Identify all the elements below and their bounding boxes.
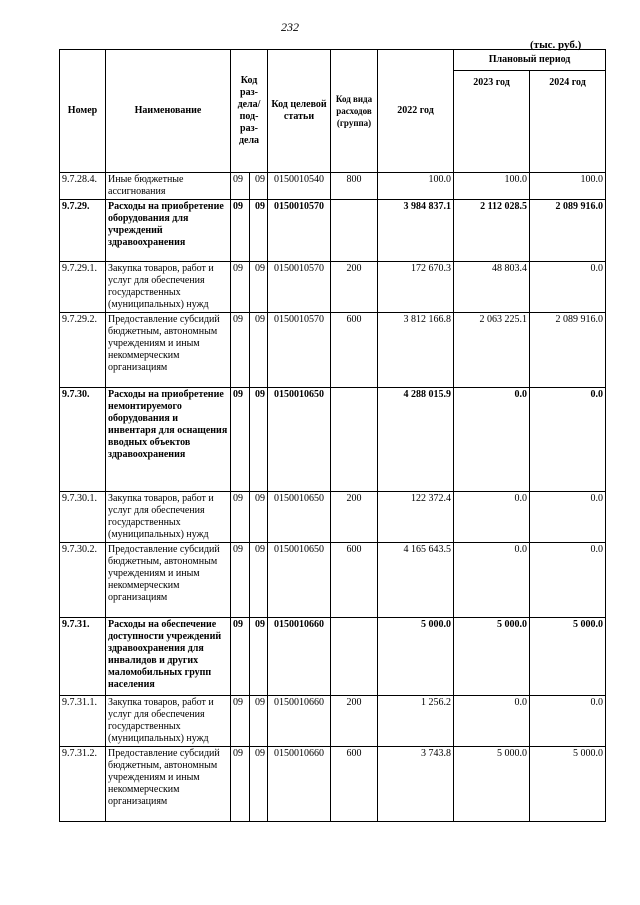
row-value-2024: 0.0 bbox=[530, 492, 606, 543]
row-target-code: 0150010540 bbox=[268, 173, 331, 200]
row-name: Предоставление субсидий бюджетным, автономным учреждениям и иным некоммерческим организациям bbox=[106, 543, 231, 618]
row-number: 9.7.29. bbox=[60, 200, 106, 262]
row-expense-type: 200 bbox=[331, 262, 378, 313]
row-name: Расходы на обеспечение доступности учреждений здравоохранения для инвалидов и других маломобильных групп населения bbox=[106, 618, 231, 696]
table-row bbox=[60, 543, 606, 618]
page-number: 232 bbox=[281, 20, 299, 34]
row-value-2023: 0.0 bbox=[454, 696, 530, 747]
row-target-code: 0150010650 bbox=[268, 492, 331, 543]
table-body bbox=[60, 173, 606, 822]
row-name: Расходы на приобретение оборудования для учреждений здравоохранения bbox=[106, 200, 231, 262]
header-2022: 2022 год bbox=[378, 50, 454, 173]
row-target-code: 0150010660 bbox=[268, 618, 331, 696]
row-value-2022: 122 372.4 bbox=[378, 492, 454, 543]
row-value-2023: 5 000.0 bbox=[454, 618, 530, 696]
row-section-code: 09 bbox=[231, 696, 250, 747]
row-target-code: 0150010570 bbox=[268, 200, 331, 262]
table-row bbox=[60, 200, 606, 262]
row-value-2022: 1 256.2 bbox=[378, 696, 454, 747]
row-subsection-code: 09 bbox=[250, 173, 268, 200]
row-expense-type: 600 bbox=[331, 747, 378, 822]
row-name: Закупка товаров, работ и услуг для обеспечения государственных (муниципальных) нужд bbox=[106, 696, 231, 747]
row-value-2022: 5 000.0 bbox=[378, 618, 454, 696]
row-expense-type: 600 bbox=[331, 543, 378, 618]
row-subsection-code: 09 bbox=[250, 313, 268, 388]
row-number: 9.7.30.1. bbox=[60, 492, 106, 543]
table-row bbox=[60, 173, 606, 200]
row-value-2023: 48 803.4 bbox=[454, 262, 530, 313]
header-section: Код раз-дела/ под-раз-дела bbox=[231, 50, 268, 173]
table-row bbox=[60, 747, 606, 822]
row-number: 9.7.30.2. bbox=[60, 543, 106, 618]
table-row bbox=[60, 262, 606, 313]
row-number: 9.7.30. bbox=[60, 388, 106, 492]
row-value-2024: 0.0 bbox=[530, 262, 606, 313]
row-target-code: 0150010650 bbox=[268, 543, 331, 618]
header-2024: 2024 год bbox=[530, 71, 606, 173]
row-expense-type: 200 bbox=[331, 696, 378, 747]
row-value-2022: 3 812 166.8 bbox=[378, 313, 454, 388]
row-value-2024: 0.0 bbox=[530, 543, 606, 618]
row-section-code: 09 bbox=[231, 492, 250, 543]
row-expense-type: 800 bbox=[331, 173, 378, 200]
row-value-2024: 5 000.0 bbox=[530, 618, 606, 696]
row-number: 9.7.28.4. bbox=[60, 173, 106, 200]
row-section-code: 09 bbox=[231, 200, 250, 262]
row-expense-type: 200 bbox=[331, 492, 378, 543]
header-target: Код целевой статьи bbox=[268, 50, 331, 173]
row-number: 9.7.31. bbox=[60, 618, 106, 696]
row-target-code: 0150010570 bbox=[268, 262, 331, 313]
row-value-2023: 5 000.0 bbox=[454, 747, 530, 822]
row-name: Закупка товаров, работ и услуг для обеспечения государственных (муниципальных) нужд bbox=[106, 492, 231, 543]
row-name: Расходы на приобретение немонтируемого оборудования и инвентаря для оснащения вводных объектов здравоохранения bbox=[106, 388, 231, 492]
row-subsection-code: 09 bbox=[250, 388, 268, 492]
table-row bbox=[60, 696, 606, 747]
header-2023: 2023 год bbox=[454, 71, 530, 173]
row-target-code: 0150010570 bbox=[268, 313, 331, 388]
row-value-2023: 100.0 bbox=[454, 173, 530, 200]
row-target-code: 0150010660 bbox=[268, 696, 331, 747]
row-value-2022: 4 165 643.5 bbox=[378, 543, 454, 618]
row-section-code: 09 bbox=[231, 543, 250, 618]
row-number: 9.7.31.2. bbox=[60, 747, 106, 822]
row-name: Предоставление субсидий бюджетным, автономным учреждениям и иным некоммерческим организациям bbox=[106, 747, 231, 822]
table-row bbox=[60, 313, 606, 388]
row-name: Иные бюджетные ассигнования bbox=[106, 173, 231, 200]
row-value-2022: 3 984 837.1 bbox=[378, 200, 454, 262]
budget-table bbox=[59, 49, 606, 822]
row-value-2022: 4 288 015.9 bbox=[378, 388, 454, 492]
row-section-code: 09 bbox=[231, 747, 250, 822]
header-name: Наименование bbox=[106, 50, 231, 173]
table-row bbox=[60, 618, 606, 696]
table-row bbox=[60, 388, 606, 492]
row-subsection-code: 09 bbox=[250, 696, 268, 747]
row-value-2023: 0.0 bbox=[454, 388, 530, 492]
row-value-2023: 2 112 028.5 bbox=[454, 200, 530, 262]
row-subsection-code: 09 bbox=[250, 492, 268, 543]
row-subsection-code: 09 bbox=[250, 200, 268, 262]
row-value-2024: 100.0 bbox=[530, 173, 606, 200]
row-expense-type bbox=[331, 200, 378, 262]
row-section-code: 09 bbox=[231, 388, 250, 492]
row-value-2022: 3 743.8 bbox=[378, 747, 454, 822]
row-value-2024: 0.0 bbox=[530, 388, 606, 492]
row-name: Закупка товаров, работ и услуг для обеспечения государственных (муниципальных) нужд bbox=[106, 262, 231, 313]
table-row bbox=[60, 492, 606, 543]
row-subsection-code: 09 bbox=[250, 747, 268, 822]
units-label: (тыс. руб.) bbox=[530, 39, 582, 51]
row-value-2022: 172 670.3 bbox=[378, 262, 454, 313]
row-name: Предоставление субсидий бюджетным, автономным учреждениям и иным некоммерческим организациям bbox=[106, 313, 231, 388]
row-subsection-code: 09 bbox=[250, 618, 268, 696]
header-number: Номер bbox=[60, 50, 106, 173]
row-target-code: 0150010650 bbox=[268, 388, 331, 492]
row-expense-type: 600 bbox=[331, 313, 378, 388]
row-number: 9.7.29.2. bbox=[60, 313, 106, 388]
row-value-2023: 0.0 bbox=[454, 492, 530, 543]
row-value-2023: 0.0 bbox=[454, 543, 530, 618]
row-section-code: 09 bbox=[231, 618, 250, 696]
row-expense-type bbox=[331, 388, 378, 492]
row-value-2024: 2 089 916.0 bbox=[530, 200, 606, 262]
row-section-code: 09 bbox=[231, 313, 250, 388]
header-plan-period: Плановый период bbox=[454, 50, 606, 71]
row-value-2023: 2 063 225.1 bbox=[454, 313, 530, 388]
row-number: 9.7.29.1. bbox=[60, 262, 106, 313]
row-value-2024: 5 000.0 bbox=[530, 747, 606, 822]
row-target-code: 0150010660 bbox=[268, 747, 331, 822]
row-value-2022: 100.0 bbox=[378, 173, 454, 200]
row-value-2024: 2 089 916.0 bbox=[530, 313, 606, 388]
header-expense-type: Код вида расходов (группа) bbox=[331, 50, 378, 173]
row-section-code: 09 bbox=[231, 173, 250, 200]
row-expense-type bbox=[331, 618, 378, 696]
row-number: 9.7.31.1. bbox=[60, 696, 106, 747]
row-subsection-code: 09 bbox=[250, 262, 268, 313]
row-value-2024: 0.0 bbox=[530, 696, 606, 747]
row-subsection-code: 09 bbox=[250, 543, 268, 618]
row-section-code: 09 bbox=[231, 262, 250, 313]
